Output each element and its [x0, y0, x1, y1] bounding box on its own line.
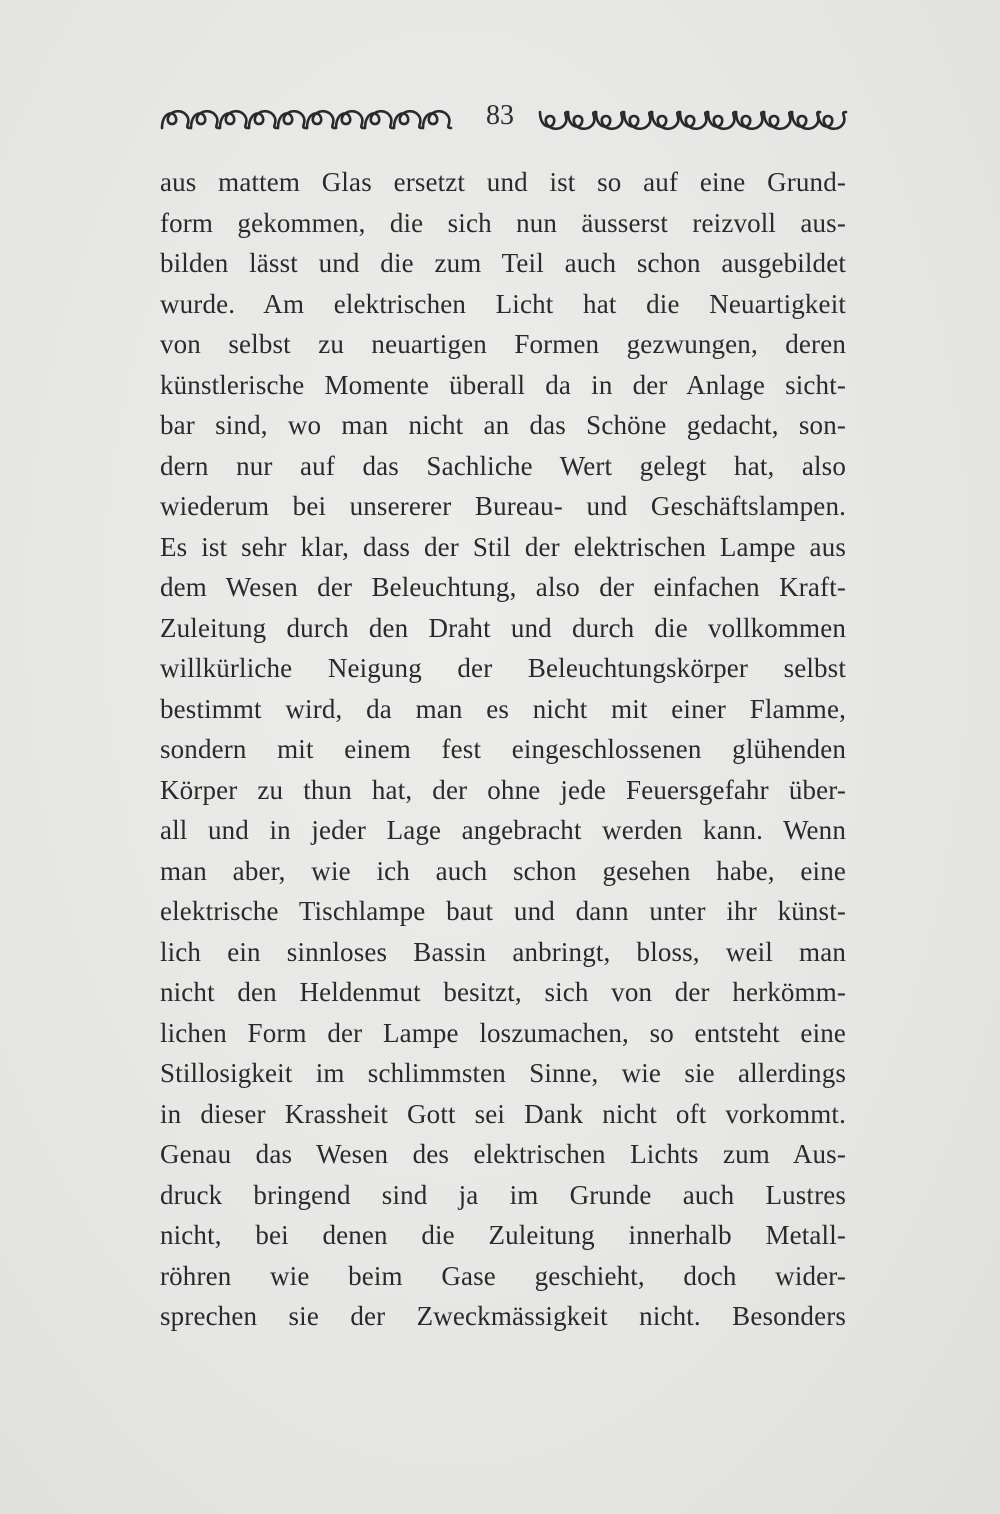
text-line: Es ist sehr klar, dass der Stil der elektrischen Lampe aus: [160, 531, 846, 562]
running-header: [158, 96, 848, 140]
text-line: all und in jeder Lage angebracht werden kann. Wenn: [160, 815, 846, 845]
text-line: wiederum bei unsererer Bureau- und Geschäftslampen.: [160, 491, 846, 521]
text-line: Genau das Wesen des elektrischen Lichts zum Aus-: [160, 1139, 846, 1169]
text-line: bestimmt wird, da man es nicht mit einer Flamme,: [160, 693, 846, 724]
text-line: nicht, bei denen die Zuleitung innerhalb Metall-: [160, 1220, 846, 1250]
text-line: form gekommen, die sich nun äusserst reizvoll aus-: [160, 207, 846, 238]
text-line: wurde. Am elektrischen Licht hat die Neuartigkeit: [160, 288, 846, 319]
text-line: bilden lässt und die zum Teil auch schon ausgebildet: [160, 248, 846, 278]
text-line: dem Wesen der Beleuchtung, also der einfachen Kraft-: [160, 572, 846, 602]
text-line: sprechen sie der Zweckmässigkeit nicht. Besonders: [160, 1301, 846, 1331]
text-line: lichen Form der Lampe loszumachen, so entsteht eine: [160, 1017, 846, 1048]
text-line: Stillosigkeit im schlimmsten Sinne, wie sie allerdings: [160, 1058, 846, 1088]
text-line: nicht den Heldenmut besitzt, sich von der herkömm-: [160, 977, 846, 1007]
body-text: [160, 162, 846, 1337]
text-line: elektrische Tischlampe baut und dann unter ihr künst-: [160, 896, 846, 926]
text-line: künstlerische Momente überall da in der Anlage sicht-: [160, 369, 846, 400]
text-line: lich ein sinnloses Bassin anbringt, bloss, weil man: [160, 936, 846, 967]
left-scroll-ornament-icon: [158, 104, 458, 134]
page-number: 83: [486, 100, 514, 131]
text-line: sondern mit einem fest eingeschlossenen glühenden: [160, 734, 846, 764]
text-line: bar sind, wo man nicht an das Schöne gedacht, son-: [160, 410, 846, 440]
text-line: aus mattem Glas ersetzt und ist so auf eine Grund-: [160, 167, 846, 197]
text-line: willkürliche Neigung der Beleuchtungskörper selbst: [160, 653, 846, 683]
text-line: von selbst zu neuartigen Formen gezwungen, deren: [160, 329, 846, 359]
text-line: Körper zu thun hat, der ohne jede Feuersgefahr über-: [160, 774, 846, 805]
text-line: dern nur auf das Sachliche Wert gelegt hat, also: [160, 450, 846, 481]
text-line: röhren wie beim Gase geschieht, doch wider-: [160, 1260, 846, 1291]
text-line: Zuleitung durch den Draht und durch die vollkommen: [160, 612, 846, 643]
text-line: man aber, wie ich auch schon gesehen habe, eine: [160, 855, 846, 886]
text-line: druck bringend sind ja im Grunde auch Lustres: [160, 1179, 846, 1210]
text-line: in dieser Krassheit Gott sei Dank nicht oft vorkommt.: [160, 1098, 846, 1129]
right-scroll-ornament-icon: [536, 104, 848, 134]
